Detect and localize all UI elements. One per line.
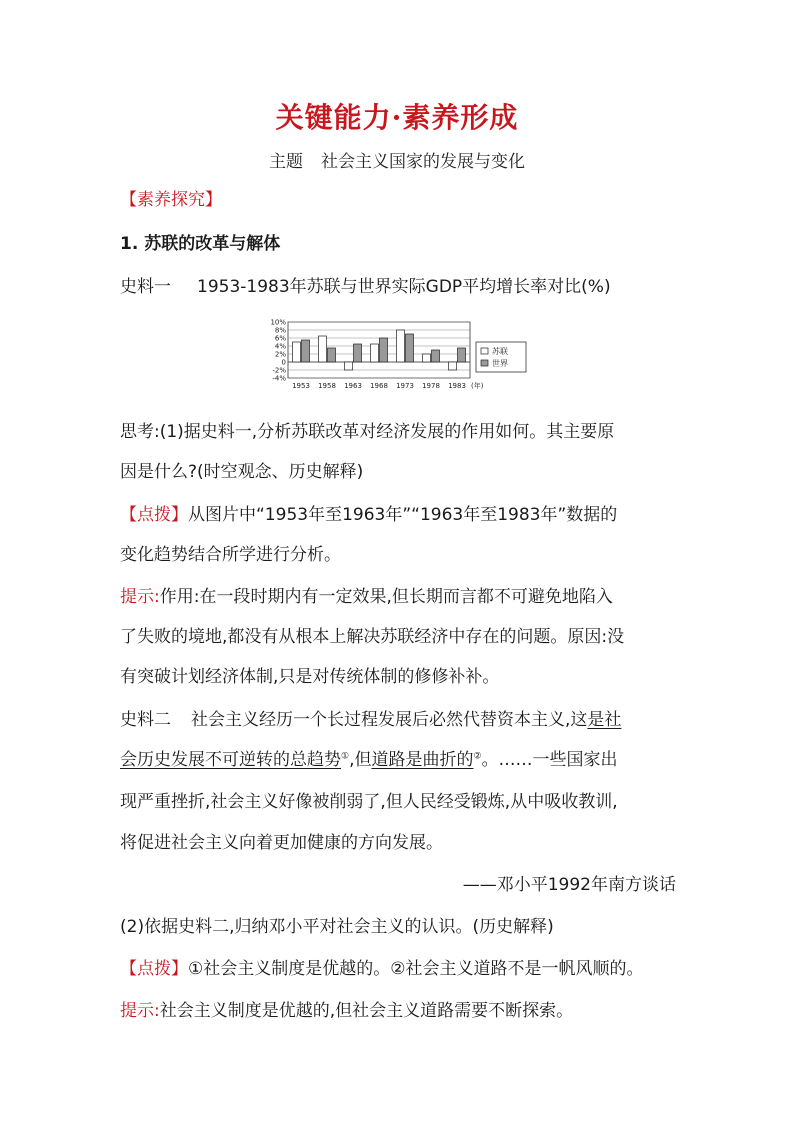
- tip-1-label: 提示:: [120, 587, 160, 607]
- x-tick-label: 1953: [292, 382, 310, 390]
- page-title: 关键能力·素养形成: [275, 101, 519, 134]
- page-subtitle: [0, 147, 794, 172]
- bar-world: [302, 340, 310, 362]
- bar-soviet: [345, 362, 353, 370]
- source-1-label: 史料一: [120, 277, 171, 297]
- legend-swatch: [481, 348, 488, 354]
- source-2-line-4: 将促进社会主义向着更加健康的方向发展。: [120, 833, 443, 853]
- x-tick-label: 1983: [448, 382, 466, 390]
- tip-2-label: 提示:: [120, 1001, 160, 1021]
- source-2-attribution: ——邓小平1992年南方谈话: [462, 875, 676, 895]
- subtitle-prefix: 主题: [269, 152, 303, 172]
- y-tick-label: 4%: [274, 342, 286, 351]
- hint-2: 【点拨】①社会主义制度是优越的。②社会主义道路不是一帆风顺的。: [120, 959, 644, 979]
- bar-world: [354, 344, 362, 362]
- y-tick-label: 10%: [270, 318, 286, 327]
- tip-1-line-2: 了失败的境地,都没有从根本上解决苏联经济中存在的问题。原因:没: [120, 627, 625, 647]
- source-2-line-2: 会历史发展不可逆转的总趋势①,但道路是曲折的②。……一些国家出: [120, 750, 618, 770]
- y-tick-label: 2%: [274, 350, 286, 359]
- bar-world: [458, 348, 466, 362]
- bar-soviet: [371, 344, 379, 362]
- bar-soviet: [423, 354, 431, 362]
- bar-world: [406, 334, 414, 362]
- hint-1-line-2: 变化趋势结合所学进行分析。: [120, 545, 341, 565]
- source-2-line-1: 史料二 社会主义经历一个长过程发展后必然代替资本主义,这是社: [120, 710, 622, 730]
- bar-world: [380, 338, 388, 362]
- footnote-mark-2: ②: [473, 751, 482, 762]
- x-tick-label: 1958: [318, 382, 336, 390]
- hint-1-tag: 【点拨】: [120, 505, 188, 525]
- source-1-text: 1953-1983年苏联与世界实际GDP平均增长率对比(%): [197, 277, 611, 297]
- bar-soviet: [397, 330, 405, 362]
- source-2-line-3: 现严重挫折,社会主义好像被削弱了,但人民经受锻炼,从中吸收教训,: [120, 792, 618, 812]
- x-axis-unit: (年): [471, 382, 484, 390]
- tip-2: 提示:社会主义制度是优越的,但社会主义道路需要不断探索。: [120, 1001, 574, 1021]
- question-2: (2)依据史料二,归纳邓小平对社会主义的认识。(历史解释): [120, 917, 554, 937]
- y-tick-label: -2%: [272, 366, 286, 375]
- y-tick-label: 0: [281, 358, 286, 367]
- subtitle-text: 社会主义国家的发展与变化: [321, 152, 525, 172]
- bar-soviet: [449, 362, 457, 370]
- tip-1-line-3: 有突破计划经济体制,只是对传统体制的修修补补。: [120, 667, 500, 687]
- question-1-line-1: 思考:(1)据史料一,分析苏联改革对经济发展的作用如何。其主要原: [120, 422, 615, 442]
- x-tick-label: 1978: [422, 382, 440, 390]
- tip-1-line-1: 提示:作用:在一段时期内有一定效果,但长期而言都不可避免地陷入: [120, 587, 613, 607]
- legend-label: 苏联: [492, 347, 508, 356]
- hint-1-line-1: 【点拨】从图片中“1953年至1963年”“1963年至1983年”数据的: [120, 505, 618, 525]
- heading-1: 1. 苏联的改革与解体: [120, 234, 281, 254]
- plot-area: [288, 322, 470, 378]
- y-tick-label: -4%: [272, 374, 286, 383]
- x-tick-label: 1973: [396, 382, 414, 390]
- x-tick-label: 1963: [344, 382, 362, 390]
- hint-2-tag: 【点拨】: [120, 959, 188, 979]
- legend-label: 世界: [492, 359, 508, 368]
- y-tick-label: 6%: [274, 334, 286, 343]
- bar-world: [432, 350, 440, 362]
- source-2-label: 史料二: [120, 710, 171, 730]
- y-tick-label: 8%: [274, 326, 286, 335]
- footnote-mark-1: ①: [341, 751, 350, 762]
- source-1: [120, 277, 680, 297]
- section-tag: 【素养探究】: [120, 190, 222, 210]
- question-1-line-2: 因是什么?(时空观念、历史解释): [120, 462, 364, 482]
- gdp-growth-chart: [262, 318, 532, 396]
- bar-soviet: [319, 336, 327, 362]
- bar-world: [328, 348, 336, 362]
- x-tick-label: 1968: [370, 382, 388, 390]
- bar-soviet: [293, 342, 301, 362]
- legend-swatch: [481, 360, 488, 366]
